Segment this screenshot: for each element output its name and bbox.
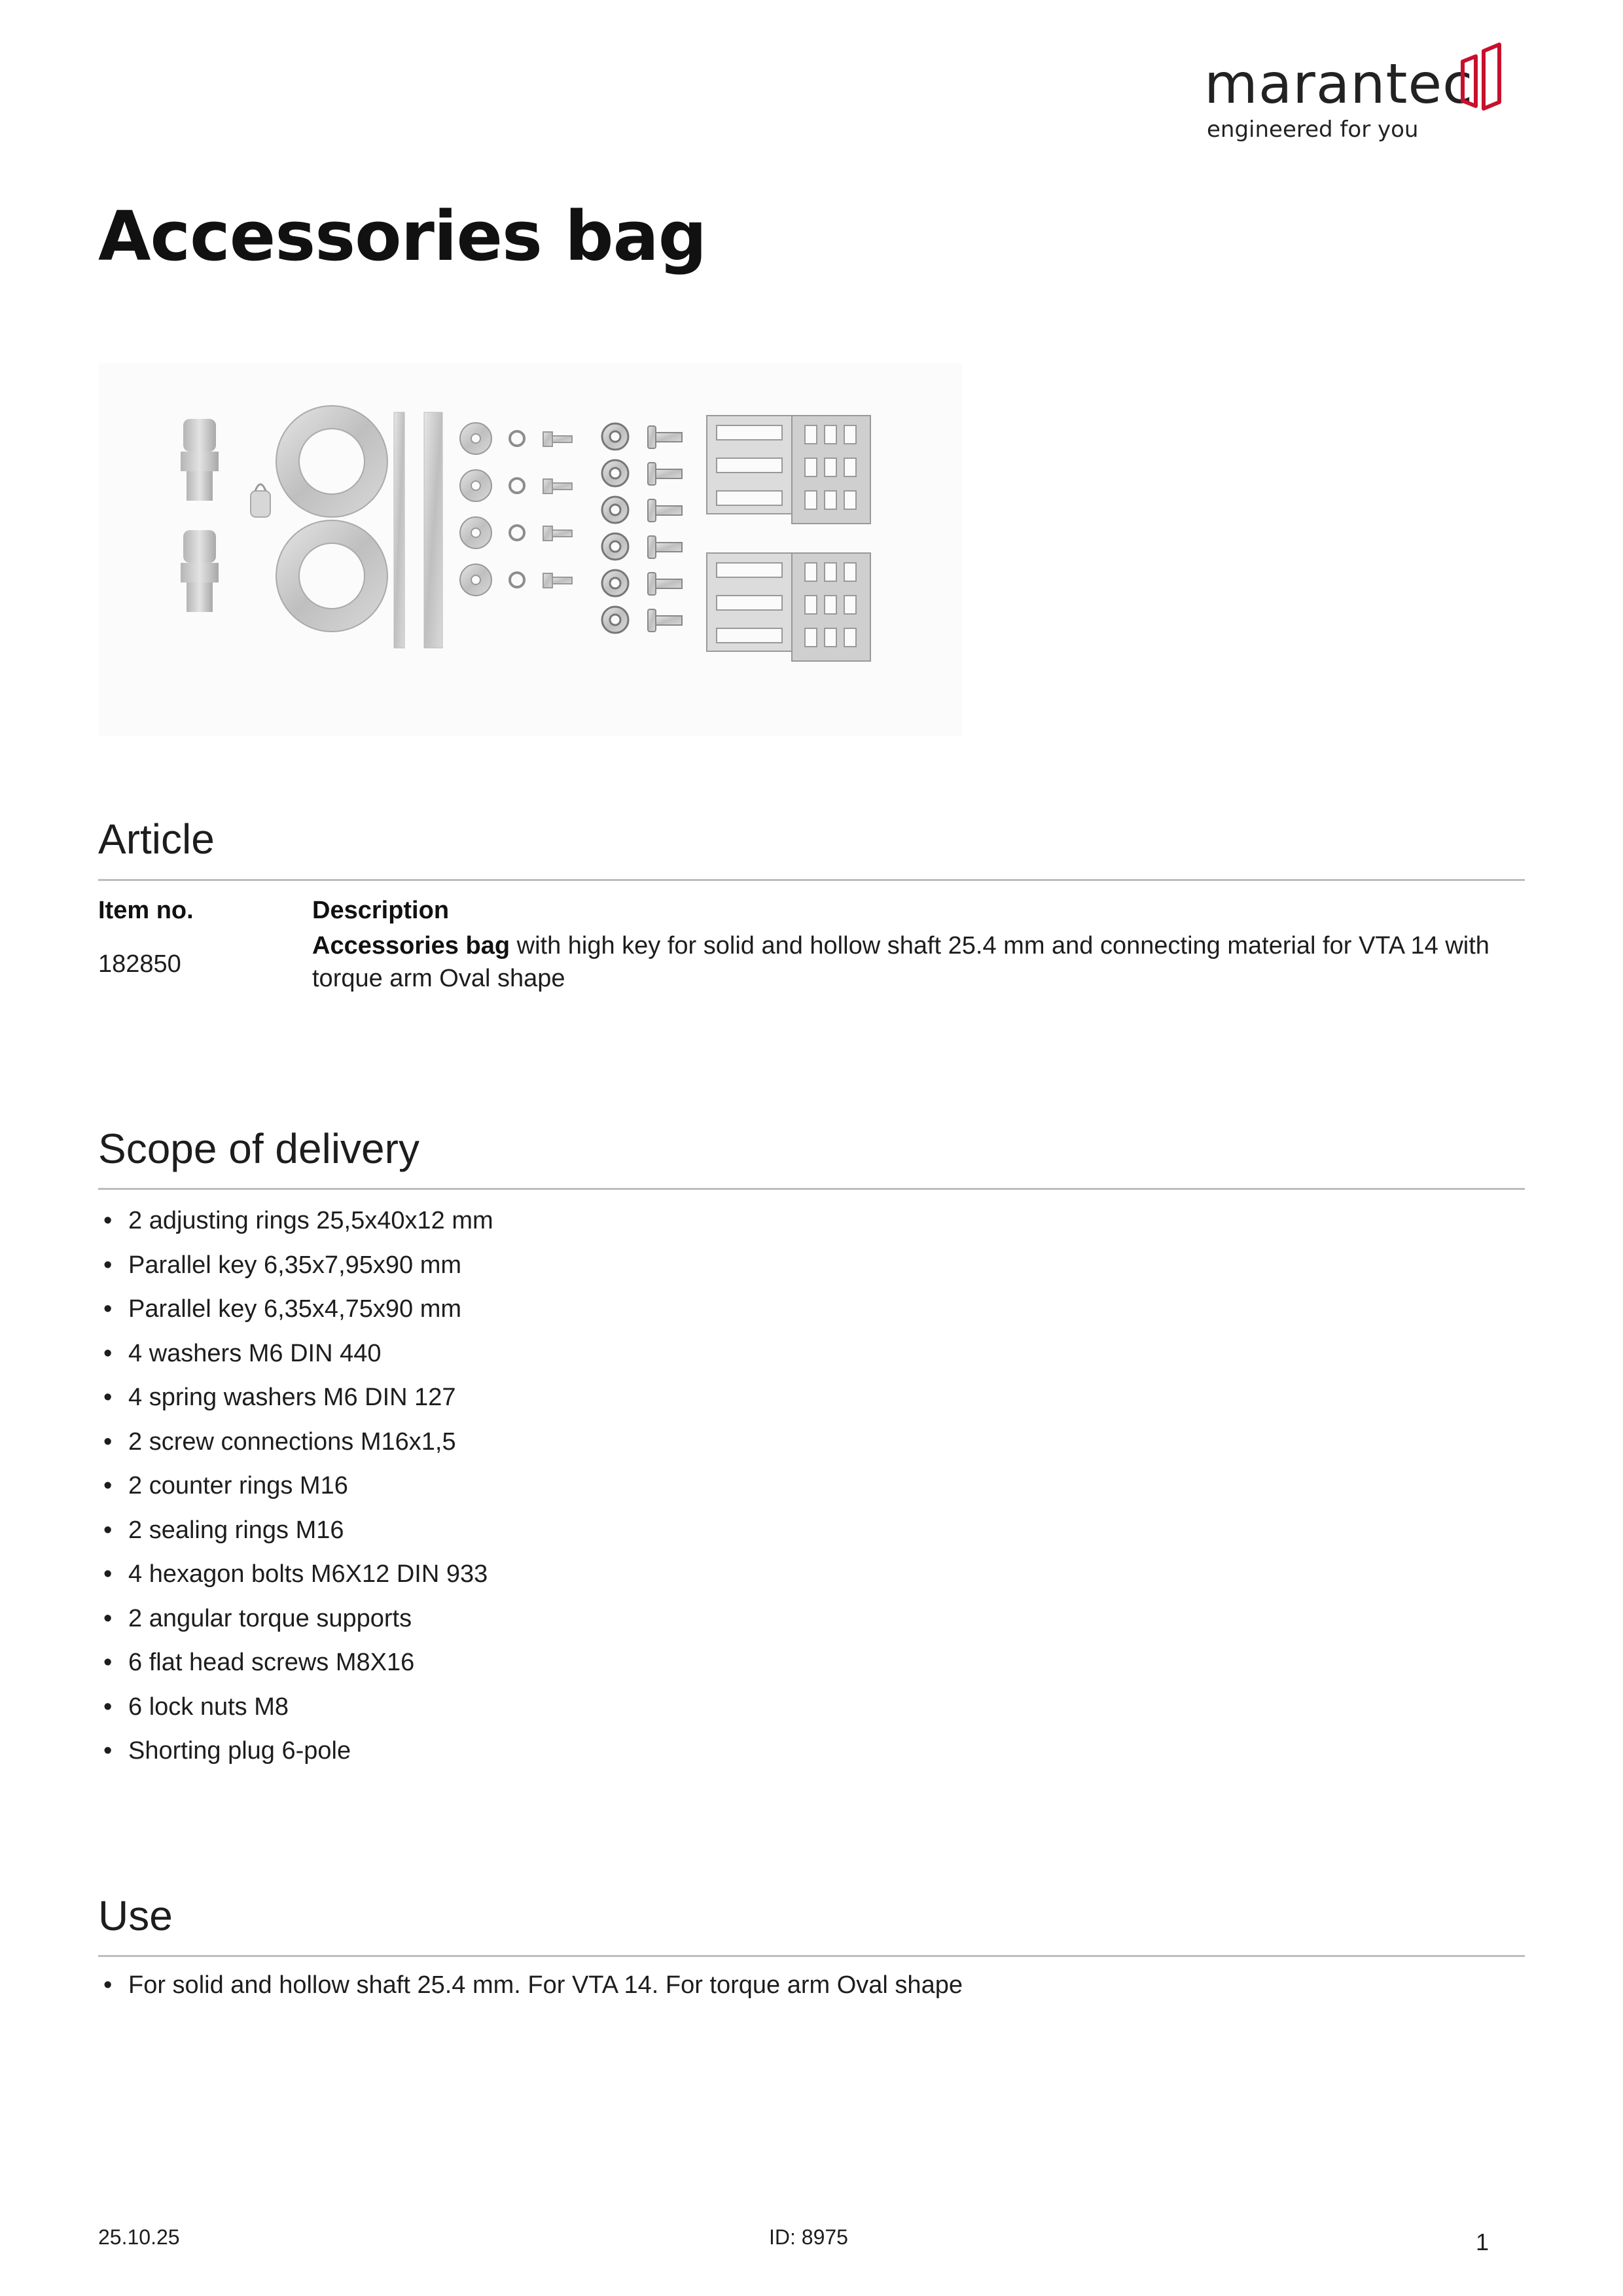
adjusting-ring-top — [276, 406, 387, 517]
torque-support-bottom — [707, 553, 870, 661]
list-item: • Shorting plug 6-pole — [98, 1734, 493, 1779]
brand-logo — [1204, 42, 1505, 147]
article-heading: Article — [98, 816, 215, 863]
torque-support-top — [707, 416, 870, 524]
cable-gland-top — [181, 419, 219, 501]
item-no-header: Item no. — [98, 897, 194, 924]
brand-name: marantec — [1204, 52, 1474, 116]
list-item: • 4 washers M6 DIN 440 — [98, 1337, 493, 1382]
spring-washers-column — [510, 431, 524, 587]
parallel-key-1 — [394, 412, 404, 648]
list-item: • 6 lock nuts M8 — [98, 1691, 493, 1735]
cable-gland-bottom — [181, 530, 219, 612]
scope-heading: Scope of delivery — [98, 1125, 419, 1172]
description-text: with high key for solid and hollow shaft 25.4 mm and connecting material for VTA 14 with torque arm Oval shape — [312, 932, 1489, 992]
list-item: • 2 adjusting rings 25,5x40x12 mm — [98, 1204, 493, 1249]
description-header: Description — [312, 897, 450, 924]
description-value — [312, 929, 1510, 995]
brand-tagline: engineered for you — [1207, 117, 1419, 143]
flat-head-screws-column — [648, 426, 682, 632]
article-divider — [98, 879, 1525, 881]
list-item: • 2 screw connections M16x1,5 — [98, 1426, 493, 1470]
page-title: Accessories bag — [98, 196, 707, 276]
hexagon-bolts-column — [543, 432, 572, 588]
lock-nuts-column — [602, 423, 628, 633]
list-item: • 2 sealing rings M16 — [98, 1514, 493, 1558]
item-no-value: 182850 — [98, 950, 181, 978]
use-divider — [98, 1955, 1525, 1957]
list-item: • Parallel key 6,35x4,75x90 mm — [98, 1293, 493, 1337]
use-heading: Use — [98, 1892, 173, 1939]
description-product-name: Accessories bag — [312, 932, 510, 960]
product-image — [98, 363, 962, 736]
list-item: • 4 hexagon bolts M6X12 DIN 933 — [98, 1558, 493, 1602]
adjusting-ring-bottom — [276, 520, 387, 632]
page-number: 1 — [1476, 2229, 1489, 2255]
scope-divider — [98, 1188, 1525, 1190]
list-item: • 2 counter rings M16 — [98, 1469, 493, 1514]
footer-date: 25.10.25 — [98, 2225, 180, 2249]
shorting-plug — [251, 484, 270, 517]
parallel-key-2 — [424, 412, 442, 648]
list-item: • 2 angular torque supports — [98, 1602, 493, 1647]
marantec-door-icon — [1456, 42, 1508, 114]
use-list — [98, 1969, 963, 2013]
scope-list — [98, 1204, 493, 1779]
list-item: • For solid and hollow shaft 25.4 mm. For VTA 14. For torque arm Oval shape — [98, 1969, 963, 2013]
list-item: • Parallel key 6,35x7,95x90 mm — [98, 1249, 493, 1293]
list-item: • 4 spring washers M6 DIN 127 — [98, 1381, 493, 1426]
footer-id: ID: 8975 — [769, 2225, 848, 2249]
washers-column — [460, 423, 491, 596]
list-item: • 6 flat head screws M8X16 — [98, 1646, 493, 1691]
